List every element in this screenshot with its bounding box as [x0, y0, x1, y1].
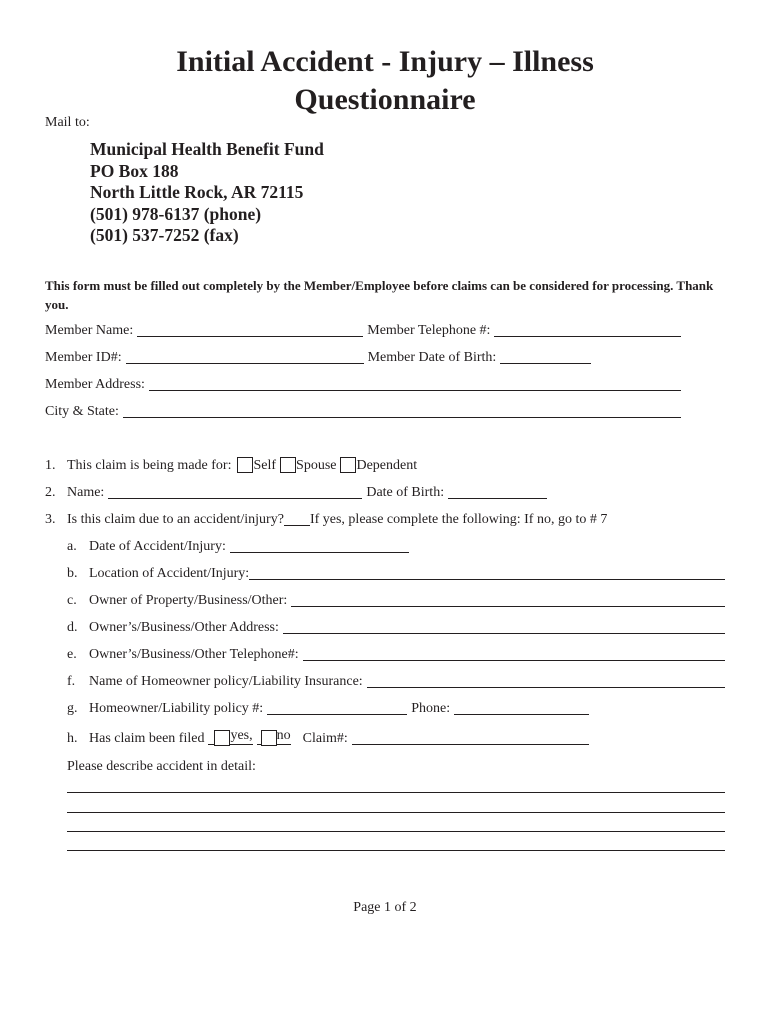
item-e-row — [67, 646, 725, 663]
member-address-label: Member Address: — [45, 377, 145, 392]
claim-filed-no-label: no — [276, 728, 291, 743]
member-name-label: Member Name: — [45, 323, 134, 338]
mail-to-label: Mail to: — [45, 115, 90, 130]
spouse-checkbox[interactable] — [280, 457, 296, 473]
policy-number-field[interactable] — [267, 701, 407, 715]
item-a-letter: a. — [67, 539, 77, 554]
item-c-letter: c. — [67, 593, 77, 608]
member-id-field[interactable] — [126, 350, 364, 364]
policy-number-label: Homeowner/Liability policy #: — [89, 701, 264, 716]
completion-notice: This form must be filled out completely by the Member/Employee before claims can be considered for processing. Thank you. — [45, 278, 714, 312]
form-title-line2: Questionnaire — [294, 83, 476, 116]
item-f-row — [67, 673, 725, 690]
city-state-row — [45, 403, 681, 420]
describe-accident-row — [67, 758, 256, 775]
question-2-row — [45, 484, 547, 501]
question-2-dob-label: Date of Birth: — [366, 485, 445, 500]
question-2-dob-field[interactable] — [448, 485, 547, 499]
member-telephone-field[interactable] — [494, 323, 681, 337]
dependent-option-label: Dependent — [356, 458, 418, 473]
question-1-row — [45, 457, 417, 474]
member-address-field[interactable] — [149, 377, 681, 391]
question-3-label: Is this claim due to an accident/injury? — [67, 512, 284, 527]
item-d-letter: d. — [67, 620, 78, 635]
item-g-row — [67, 700, 589, 717]
liability-insurance-field[interactable] — [367, 674, 725, 688]
question-2-name-field[interactable] — [108, 485, 362, 499]
question-1-number: 1. — [45, 458, 56, 473]
description-line-4[interactable] — [67, 850, 725, 851]
claim-number-field[interactable] — [352, 731, 589, 745]
city-state-field[interactable] — [123, 404, 681, 418]
owner-address-field[interactable] — [283, 620, 725, 634]
owner-telephone-field[interactable] — [303, 647, 725, 661]
item-e-letter: e. — [67, 647, 77, 662]
description-line-2[interactable] — [67, 812, 725, 813]
member-id-label: Member ID#: — [45, 350, 122, 365]
member-id-row — [45, 349, 591, 366]
describe-accident-label: Please describe accident in detail: — [67, 759, 256, 774]
question-1-label: This claim is being made for: — [67, 458, 232, 473]
question-3-row — [45, 511, 607, 528]
item-c-row — [67, 592, 725, 609]
policy-phone-label: Phone: — [411, 701, 451, 716]
claim-filed-yes-checkbox[interactable] — [214, 730, 230, 746]
question-2-number: 2. — [45, 485, 56, 500]
policy-phone-field[interactable] — [454, 701, 589, 715]
item-h-row — [67, 727, 589, 747]
member-dob-label: Member Date of Birth: — [367, 350, 497, 365]
item-h-letter: h. — [67, 731, 78, 746]
location-of-accident-field[interactable] — [249, 566, 725, 580]
location-of-accident-label: Location of Accident/Injury: — [89, 566, 250, 581]
self-option-label: Self — [253, 458, 277, 473]
owner-telephone-label: Owner’s/Business/Other Telephone#: — [89, 647, 299, 662]
date-of-accident-field[interactable] — [230, 539, 409, 553]
member-dob-field[interactable] — [500, 350, 591, 364]
item-f-letter: f. — [67, 674, 76, 689]
question-3-instructions: If yes, please complete the following: If no, go to # 7 — [309, 512, 608, 527]
question-3-number: 3. — [45, 512, 56, 527]
item-a-row — [67, 538, 409, 555]
address-line-city: North Little Rock, AR 72115 — [90, 182, 304, 203]
claim-filed-no-checkbox[interactable] — [261, 730, 277, 746]
item-b-letter: b. — [67, 566, 78, 581]
member-address-row — [45, 376, 681, 393]
address-line-fax: (501) 537-7252 (fax) — [90, 225, 239, 246]
claim-filed-yes-label: yes, — [230, 728, 253, 743]
liability-insurance-label: Name of Homeowner policy/Liability Insurance: — [89, 674, 363, 689]
claim-filed-label: Has claim been filed — [89, 731, 205, 746]
address-line-org: Municipal Health Benefit Fund — [90, 139, 324, 159]
date-of-accident-label: Date of Accident/Injury: — [89, 539, 226, 554]
description-line-1[interactable] — [67, 792, 725, 793]
claim-number-label: Claim#: — [302, 731, 348, 746]
item-g-letter: g. — [67, 701, 78, 716]
owner-of-property-label: Owner of Property/Business/Other: — [89, 593, 288, 608]
address-line-po-box: PO Box 188 — [90, 160, 179, 181]
owner-of-property-field[interactable] — [291, 593, 725, 607]
item-b-row — [67, 565, 725, 582]
address-line-phone: (501) 978-6137 (phone) — [90, 203, 262, 224]
spouse-option-label: Spouse — [296, 458, 337, 473]
page-number: Page 1 of 2 — [353, 900, 417, 915]
item-d-row — [67, 619, 725, 636]
member-name-row — [45, 322, 681, 339]
form-title-line1: Initial Accident - Injury – Illness — [176, 45, 594, 78]
city-state-label: City & State: — [45, 404, 119, 419]
owner-address-label: Owner’s/Business/Other Address: — [89, 620, 279, 635]
self-checkbox[interactable] — [237, 457, 253, 473]
member-telephone-label: Member Telephone #: — [367, 323, 491, 338]
question-2-name-label: Name: — [67, 485, 105, 500]
member-name-field[interactable] — [137, 323, 363, 337]
accident-injury-answer-field[interactable] — [284, 512, 310, 526]
description-line-3[interactable] — [67, 831, 725, 832]
dependent-checkbox[interactable] — [340, 457, 356, 473]
mailing-address — [90, 139, 324, 247]
